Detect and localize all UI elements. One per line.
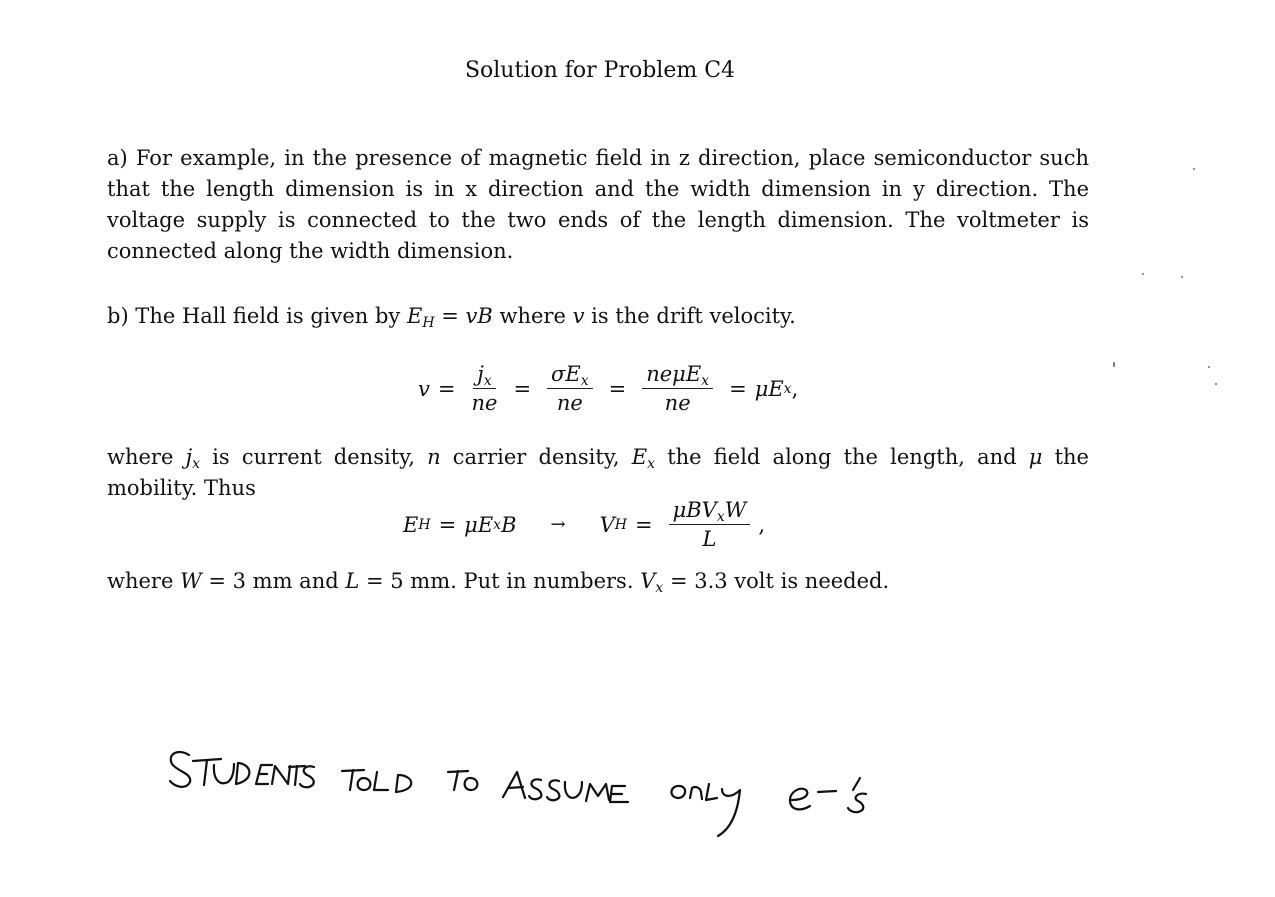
drift-velocity-equation: v = $\frac{j_x}{ne}$ = $\frac{\sigma E_x}{ne}$ = $\frac{ne\mu E_x}{ne}$ = μE x , (418, 362, 799, 415)
part-a-line-3: voltage supply is connected to the two ends of the length dimension. The voltmeter is (107, 208, 1089, 232)
hand-letter (529, 779, 541, 799)
hand-letter (214, 764, 234, 783)
eq1-lhs: v (418, 376, 430, 401)
hand-letter (396, 775, 411, 792)
part-a-line-4: connected along the width dimension. (107, 239, 514, 263)
hand-letter (690, 787, 702, 799)
hand-letter (853, 778, 860, 790)
eq1-fraction-2: $\frac{\sigma E_x}{ne}$ (547, 362, 593, 415)
part-b-intro-mid: where (499, 304, 566, 328)
hand-letter (358, 778, 371, 790)
handwritten-note (0, 740, 1275, 860)
hand-letter (342, 770, 364, 790)
scan-speck (1113, 362, 1115, 367)
hand-letter (300, 766, 314, 787)
hand-letter (818, 791, 836, 792)
part-a-line-2: that the length dimension is in x direction and the width dimension in y direction. The (107, 177, 1089, 201)
scan-speck (1193, 168, 1195, 170)
hand-letter (374, 772, 388, 790)
part-b-where-paragraph (107, 442, 1089, 504)
scan-speck (1181, 276, 1183, 278)
eq2-fraction: $\frac{\mu BV_xW}{L}$ (669, 498, 751, 551)
part-b-intro (107, 301, 1089, 332)
where-line-2: mobility. Thus (107, 476, 256, 500)
hall-voltage-equation: E H = μE x B → V H = $\frac{\mu BV_xW}{L}$ , (403, 498, 766, 551)
hand-letter (718, 789, 740, 836)
hand-letter (610, 786, 628, 802)
hand-letter (586, 784, 609, 801)
part-b-intro-pre: b) The Hall field is given by (107, 304, 401, 328)
hand-letter (272, 766, 290, 784)
scan-speck (1142, 273, 1144, 275)
where-line-1: where $j_x$ is current density, n carrier density, $E_x$ the field along the length, and μ the (107, 445, 1089, 472)
hand-letter (848, 794, 866, 813)
hand-letter (289, 766, 305, 785)
page-title: Solution for Problem C4 (464, 58, 736, 83)
eq1-fraction-1: $\frac{j_x}{ne}$ (471, 362, 498, 415)
scan-speck (1215, 383, 1217, 385)
hand-letter (547, 780, 559, 800)
hand-letter (706, 784, 717, 800)
part-a-line-1: a) For example, in the presence of magnetic field in z direction, place semiconductor such (107, 146, 1089, 170)
hand-letter (236, 763, 249, 784)
hand-letter (503, 772, 525, 798)
hand-letter (256, 765, 272, 784)
part-b-intro-v: v (572, 304, 585, 328)
part-a-paragraph (107, 143, 1089, 267)
hand-letter (790, 789, 810, 810)
hand-letter (465, 778, 478, 790)
implies-arrow-icon: → (550, 514, 566, 535)
part-b-final-line: where W = 3 mm and L = 5 mm. Put in numbers. $V_x = 3.3$ volt is needed. (107, 569, 890, 596)
hand-letter (170, 752, 190, 787)
scan-speck (1208, 366, 1210, 368)
hand-letter (565, 782, 582, 798)
hall-field-equation: $E_H$ = vB (406, 304, 493, 331)
eq1-rhs: μE (754, 376, 784, 401)
hand-letter (671, 786, 685, 798)
eq1-fraction-3: $\frac{ne\mu E_x}{ne}$ (642, 362, 713, 415)
part-b-intro-post: is the drift velocity. (591, 304, 796, 328)
